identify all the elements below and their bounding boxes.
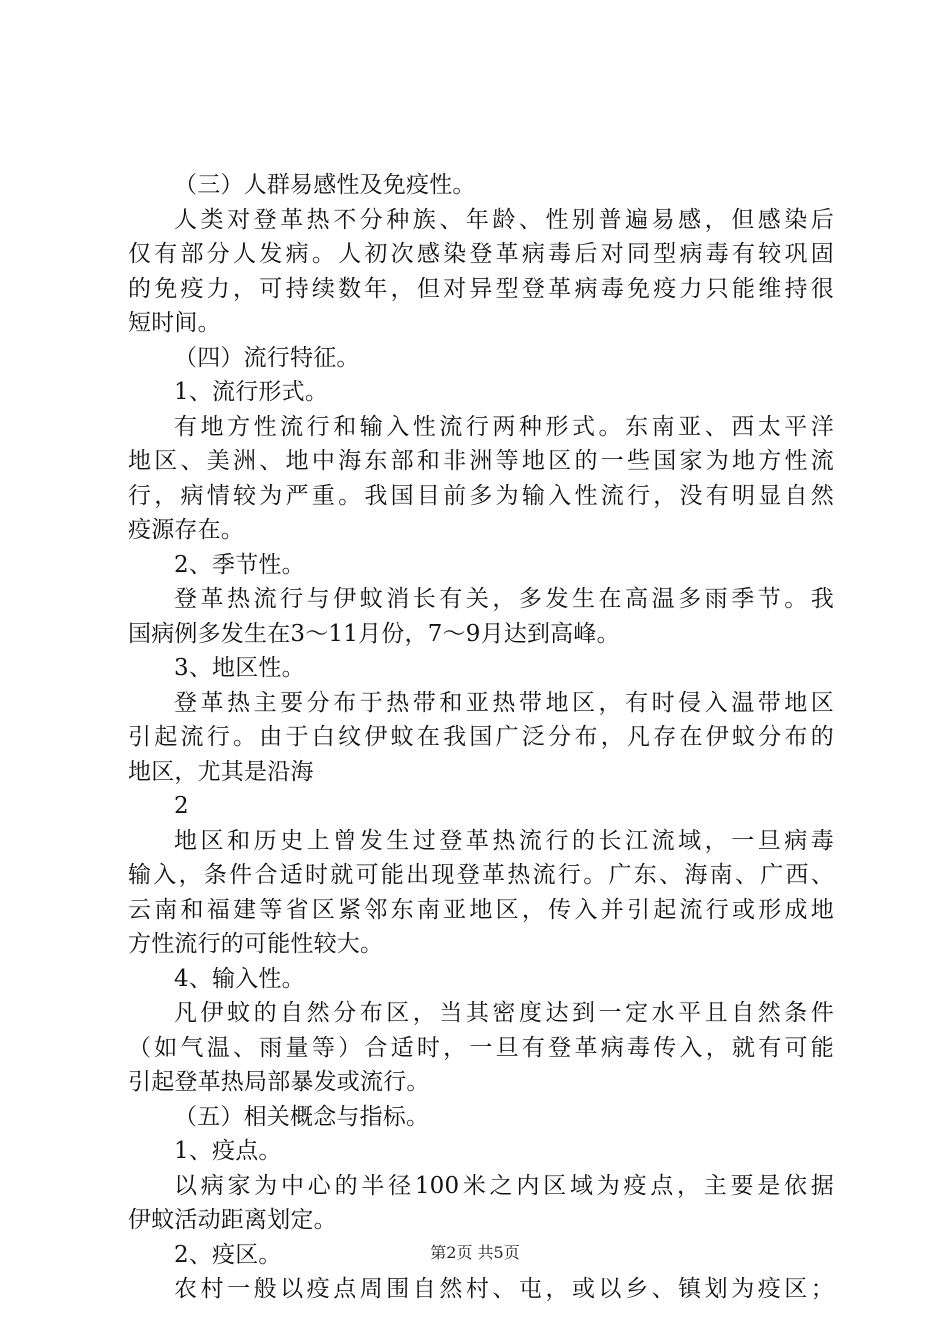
text-line: 行，病情较为严重。我国目前多为输入性流行，没有明显自然	[128, 482, 834, 509]
text-line: 有地方性流行和输入性流行两种形式。东南亚、西太平洋	[174, 413, 834, 440]
text-line: （如气温、雨量等）合适时，一旦有登革病毒传入，就有可能	[128, 1034, 834, 1061]
text-line: 地区、美洲、地中海东部和非洲等地区的一些国家为地方性流	[128, 448, 834, 474]
text-line: 地区，尤其是沿海	[128, 758, 314, 785]
text-line: 凡伊蚊的自然分布区，当其密度达到一定水平且自然条件	[174, 1000, 834, 1026]
text-line: 登革热主要分布于热带和亚热带地区，有时侵入温带地区	[174, 689, 834, 716]
text-line: （三）人群易感性及免疫性。	[174, 172, 476, 198]
text-line: 登革热流行与伊蚊消长有关，多发生在高温多雨季节。我	[174, 586, 834, 612]
text-line: 1、流行形式。	[174, 379, 329, 405]
text-line: 引起流行。由于白纹伊蚊在我国广泛分布，凡存在伊蚊分布的	[128, 724, 834, 750]
text-line: （四）流行特征。	[174, 344, 360, 371]
text-line: 输入，条件合适时就可能出现登革热流行。广东、海南、广西、	[128, 862, 834, 888]
text-line: 的免疫力，可持续数年，但对异型登革病毒免疫力只能维持很	[128, 275, 834, 302]
text-line: 云南和福建等省区紧邻东南亚地区，传入并引起流行或形成地	[128, 896, 834, 923]
text-line: 短时间。	[128, 310, 221, 336]
text-line: 1、疫点。	[174, 1138, 282, 1164]
text-line: 农村一般以疫点周围自然村、屯，或以乡、镇划为疫区；	[174, 1276, 834, 1302]
text-line: 人类对登革热不分种族、年龄、性别普遍易感，但感染后	[174, 206, 834, 233]
text-line: 方性流行的可能性较大。	[128, 931, 384, 957]
text-line: 伊蚊活动距离划定。	[128, 1207, 337, 1233]
text-line: 2、季节性。	[174, 551, 305, 578]
text-line: 国病例多发生在3～11月份，7～9月达到高峰。	[128, 620, 620, 647]
text-line: 4、输入性。	[174, 965, 305, 992]
page-footer: 第2页 共5页	[430, 1243, 520, 1262]
text-line: （五）相关概念与指标。	[174, 1103, 430, 1130]
text-line: 以病家为中心的半径100米之内区域为疫点，主要是依据	[174, 1172, 834, 1199]
text-line: 地区和历史上曾发生过登革热流行的长江流域，一旦病毒	[174, 827, 834, 854]
text-line: 2	[174, 793, 189, 819]
text-line: 2、疫区。	[174, 1241, 282, 1268]
text-line: 仅有部分人发病。人初次感染登革病毒后对同型病毒有较巩固	[128, 241, 834, 267]
text-line: 3、地区性。	[174, 655, 305, 681]
text-line: 疫源存在。	[128, 517, 244, 543]
document-body	[128, 168, 834, 1307]
text-line: 引起登革热局部暴发或流行。	[128, 1069, 430, 1095]
